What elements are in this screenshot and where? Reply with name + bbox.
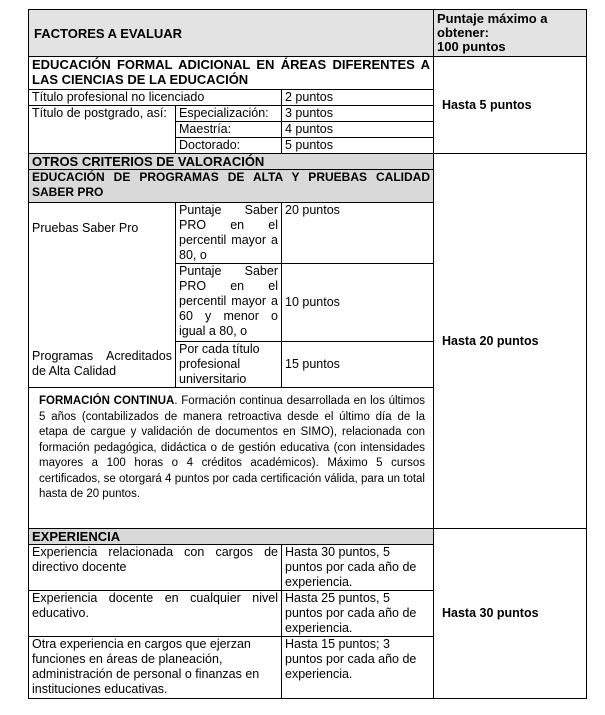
experience-row-2-points: Hasta 25 puntos, 5 puntos por cada año de experiencia. [282, 591, 434, 637]
section2-subtitle: EDUCACIÓN DE PROGRAMAS DE ALTA Y PRUEBAS CALIDAD SABER PRO [29, 170, 434, 203]
formacion-title: FORMACIÓN CONTINUA [39, 395, 175, 407]
evaluation-table [28, 9, 587, 699]
section3-title: EXPERIENCIA [29, 529, 434, 545]
acreditados-label: Programas Acreditados de Alta Calidad [29, 342, 176, 388]
header-puntaje [434, 10, 587, 57]
experience-row-1-points: Hasta 30 puntos, 5 puntos por cada año de experiencia. [282, 545, 434, 591]
header-puntaje-line1: Puntaje máximo a [437, 11, 548, 26]
section1-row-points: 2 puntos [282, 90, 434, 106]
saber-pro-points-2: 10 puntos [282, 264, 434, 342]
saber-pro-points-1: 20 puntos [282, 203, 434, 264]
header-puntaje-line2: obtener: [437, 25, 489, 40]
experience-row-3-label: Otra experiencia en cargos que ejerzan funciones en áreas de planeación, administración de personal o finanzas en instituciones educativas. [29, 637, 282, 699]
saber-pro-criterion-2: Puntaje Saber PRO en el percentil mayor a 60 y menor o igual a 80, o [176, 264, 282, 342]
postgrado-especializacion-points: 3 puntos [282, 106, 434, 122]
header-factores: FACTORES A EVALUAR [29, 10, 434, 57]
section1-row-label: Título profesional no licenciado [29, 90, 282, 106]
section2-title: OTROS CRITERIOS DE VALORACIÓN [29, 154, 434, 170]
section3-score: Hasta 30 puntos [434, 529, 587, 699]
saber-pro-label: Pruebas Saber Pro [29, 203, 176, 342]
acreditados-criterion: Por cada título profesional universitario [176, 342, 282, 388]
experience-row-2-label: Experiencia docente en cualquier nivel educativo. [29, 591, 282, 637]
postgrado-maestria-points: 4 puntos [282, 122, 434, 138]
acreditados-points: 15 puntos [282, 342, 434, 388]
header-puntaje-line3: 100 puntos [437, 39, 506, 54]
section1-title: EDUCACIÓN FORMAL ADICIONAL EN ÁREAS DIFERENTES A LAS CIENCIAS DE LA EDUCACIÓN [29, 57, 434, 90]
experience-row-3-points: Hasta 15 puntos; 3 puntos por cada año de experiencia. [282, 637, 434, 699]
postgrado-maestria-label: Maestría: [176, 122, 282, 138]
saber-pro-criterion-1: Puntaje Saber PRO en el percentil mayor a 80, o [176, 203, 282, 264]
section1-score: Hasta 5 puntos [434, 57, 587, 154]
experience-row-1-label: Experiencia relacionada con cargos de directivo docente [29, 545, 282, 591]
section2-score: Hasta 20 puntos [434, 154, 587, 529]
postgrado-label: Título de postgrado, así: [29, 106, 176, 154]
formacion-continua [29, 388, 434, 529]
postgrado-doctorado-points: 5 puntos [282, 138, 434, 154]
postgrado-doctorado-label: Doctorado: [176, 138, 282, 154]
postgrado-especializacion-label: Especialización: [176, 106, 282, 122]
formacion-text: . Formación continua desarrollada en los últimos 5 años (contabilizados de manera retroactiva desde el último día de la etapa de cargue y validación de documentos en SIMO), relacionada con formación pedagógica, didáctica o de gestión educativa (con intensidades mayores a 100 horas o 4 créditos académicos). Máximo 5 cursos certificados, se otorgará 4 puntos por cada certificación válida, para un total hasta de 20 puntos. [39, 395, 425, 500]
